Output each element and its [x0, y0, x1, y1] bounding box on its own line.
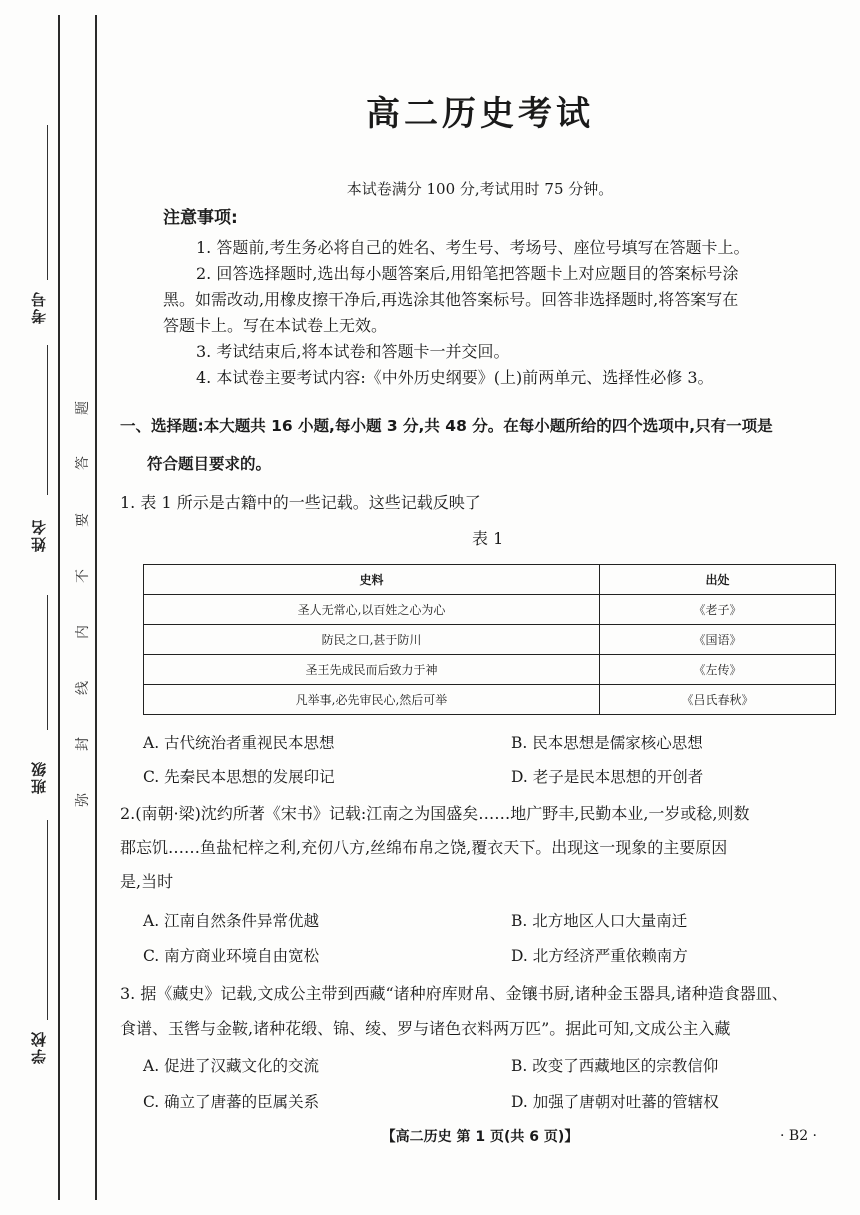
question-2-option-d: D. 北方经济严重依赖南方 [511, 947, 688, 965]
seal-text-char: 题 [75, 401, 91, 415]
question-2-option-a: A. 江南自然条件异常优越 [143, 912, 320, 930]
seal-text-char: 封 [75, 737, 91, 751]
paper-code: · B2 · [780, 1128, 817, 1144]
school-label: 学校 [30, 1030, 48, 1064]
class-line [47, 595, 48, 730]
table-row [144, 595, 836, 625]
question-2-stem: 郡忘饥……鱼盐杞梓之利,充仞八方,丝绵布帛之饶,覆衣天下。出现这一现象的主要原因 [120, 838, 728, 857]
question-2-stem: 是,当时 [120, 872, 174, 891]
question-1-option-b: B. 民本思想是儒家核心思想 [511, 734, 703, 752]
notes-item: 1. 答题前,考生务必将自己的姓名、考生号、考场号、座位号填写在答题卡上。 [196, 238, 750, 257]
seal-text-char: 线 [75, 681, 91, 695]
name-label: 姓名 [30, 518, 48, 552]
class-label: 班级 [30, 760, 48, 794]
question-3-stem: 3. 据《藏史》记载,文成公主带到西藏“诸种府库财帛、金镶书厨,诸种金玉器具,诸种造食器皿、 [120, 984, 788, 1003]
notes-item: 4. 本试卷主要考试内容:《中外历史纲要》(上)前两单元、选择性必修 3。 [196, 368, 714, 387]
table-cell: 《国语》 [600, 625, 836, 655]
seal-text-char: 要 [75, 513, 91, 527]
seal-text-char: 答 [75, 456, 91, 470]
table-row [144, 655, 836, 685]
page-footer: 【高二历史 第 1 页(共 6 页)】 [381, 1129, 579, 1145]
table-row [144, 625, 836, 655]
question-1-stem: 1. 表 1 所示是古籍中的一些记载。这些记载反映了 [120, 493, 481, 512]
table-cell: 《左传》 [600, 655, 836, 685]
question-3-option-a: A. 促进了汉藏文化的交流 [143, 1057, 320, 1075]
seal-text-char: 内 [75, 625, 91, 639]
table-cell: 圣人无常心,以百姓之心为心 [144, 595, 600, 625]
table-caption: 表 1 [472, 529, 504, 548]
notes-item: 黑。如需改动,用橡皮擦干净后,再选涂其他答案标号。回答非选择题时,将答案写在 [163, 290, 739, 309]
exam-subtitle: 本试卷满分 100 分,考试用时 75 分钟。 [346, 180, 614, 198]
seal-text-char: 弥 [75, 793, 91, 807]
notes-item: 3. 考试结束后,将本试卷和答题卡一并交回。 [196, 342, 510, 361]
section-heading-cont: 符合题目要求的。 [147, 455, 272, 473]
table-cell: 《老子》 [600, 595, 836, 625]
seal-text-char: 不 [75, 569, 91, 583]
exam-title: 高二历史考试 [366, 94, 594, 134]
question-3-stem: 食谱、玉辔与金鞍,诸种花缎、锦、绫、罗与诸色衣料两万匹”。据此可知,文成公主入藏 [120, 1019, 731, 1038]
question-2-option-c: C. 南方商业环境自由宽松 [143, 947, 320, 965]
name-line [47, 345, 48, 495]
school-line [47, 820, 48, 1020]
table-header-cell: 出处 [600, 565, 836, 595]
table-header-row [144, 565, 836, 595]
history-sources-table [143, 564, 836, 715]
question-3-option-c: C. 确立了唐蕃的臣属关系 [143, 1093, 320, 1111]
table-cell: 防民之口,甚于防川 [144, 625, 600, 655]
table-cell: 《吕氏春秋》 [600, 685, 836, 715]
section-heading: 一、选择题:本大题共 16 小题,每小题 3 分,共 48 分。在每小题所给的四个选项中,只有一项是 [120, 417, 773, 435]
notes-item: 2. 回答选择题时,选出每小题答案后,用铅笔把答题卡上对应题目的答案标号涂 [196, 264, 739, 283]
question-2-option-b: B. 北方地区人口大量南迁 [511, 912, 688, 930]
question-1-option-a: A. 古代统治者重视民本思想 [143, 734, 335, 752]
question-1-option-d: D. 老子是民本思想的开创者 [511, 768, 704, 786]
question-1-option-c: C. 先秦民本思想的发展印记 [143, 768, 335, 786]
table-header-cell: 史料 [144, 565, 600, 595]
table-cell: 凡举事,必先审民心,然后可举 [144, 685, 600, 715]
table-cell: 圣王先成民而后致力于神 [144, 655, 600, 685]
question-3-option-b: B. 改变了西藏地区的宗教信仰 [511, 1057, 719, 1075]
question-2-stem: 2.(南朝·梁)沈约所著《宋书》记载:江南之为国盛矣……地广野丰,民勤本业,一岁或稔,则数 [120, 804, 750, 823]
notes-item: 答题卡上。写在本试卷上无效。 [163, 316, 388, 335]
exam-number-line [47, 125, 48, 280]
question-3-option-d: D. 加强了唐朝对吐蕃的管辖权 [511, 1093, 719, 1111]
exam-number-label: 考号 [30, 290, 48, 324]
notes-heading: 注意事项: [163, 208, 238, 228]
table-row [144, 685, 836, 715]
